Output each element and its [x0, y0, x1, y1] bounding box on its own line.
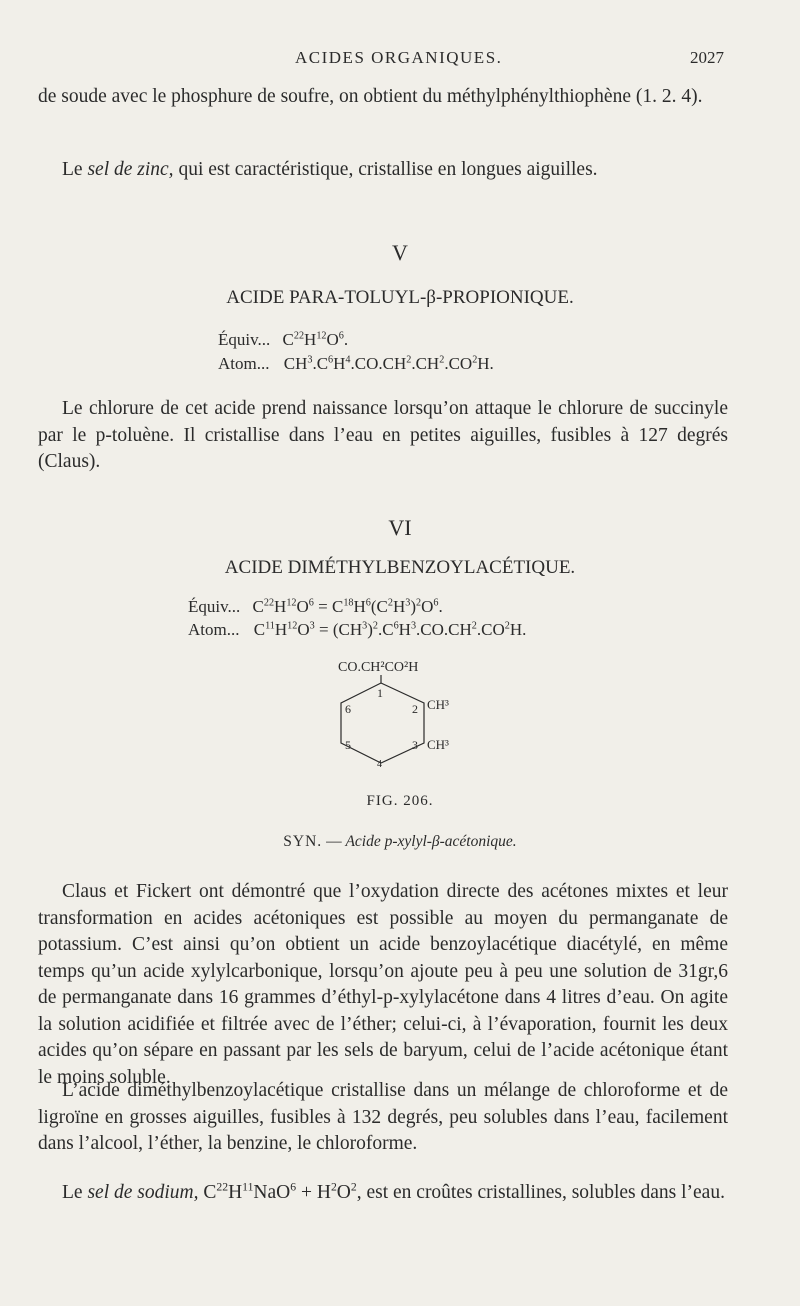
ring-position-6: 6 [345, 702, 351, 716]
section-title-vi: ACIDE DIMÉTHYLBENZOYLACÉTIQUE. [224, 557, 576, 578]
ring-position-4: 4 [377, 759, 382, 770]
ring-position-3: 3 [412, 738, 418, 752]
ring-substituent-2: CH³ [427, 697, 449, 712]
ring-position-2: 2 [412, 702, 418, 716]
section-number-v: V [392, 240, 408, 265]
paragraph-toluyl: Le chlorure de cet acide prend naissance lorsqu’on attaque le chlorure de succinyle par le p-toluène. Il cristallise dans l’eau en petites aiguilles, fusibles à 127 degrés (Claus). [38, 398, 728, 472]
formula-equiv-v: Équiv... $C^{22}H^{12}O^6$. [218, 328, 348, 352]
page-number: 2027 [690, 48, 724, 67]
benzene-ring-diagram [300, 655, 500, 785]
formula-atom-vi: Atom... $C^{11}H^{12}O^3 = (CH^3)^2.C^6H^3.CO.CH^2.CO^2H$. [188, 618, 526, 642]
paragraph-continuation: de soude avec le phosphure de soufre, on obtient du méthylphénylthiophène (1. 2. 4). [38, 86, 703, 107]
paragraph-claus-fickert: Claus et Fickert ont démontré que l’oxydation directe des acétones mixtes et leur transformation en acides acétoniques est possible au moyen du permanganate de potassium. C’est ainsi qu’on obtient un acide benzoylacétique diacétylé, en même temps qu’un acide xylylcarbonique, lorsqu’on ajoute peu à peu une solution de 31gr,6 de permanganate dans 16 grammes d’éthyl-p-xylylacétone dans 4 litres d’eau. On agite la solution acidifiée et filtrée avec de l’éther; celui-ci, à l’évaporation, fournit les deux acides qu’on sépare en passant par les sels de baryum, celui de l’acide acétonique étant le moins soluble. [38, 881, 728, 1088]
section-title-v: ACIDE PARA-TOLUYL-β-PROPIONIQUE. [226, 287, 574, 308]
formula-atom-v: Atom... $CH^3.C^6H^4.CO.CH^2.CH^2.CO^2H$. [218, 352, 494, 376]
paragraph-zinc-salt: Le sel de zinc, qui est caractéristique, cristallise en longues aiguilles. [62, 159, 598, 180]
syn-label: SYN. [283, 833, 323, 850]
ring-top-group: CO.CH²CO²H [338, 660, 419, 675]
running-title: ACIDES ORGANIQUES. [295, 48, 503, 67]
ring-substituent-3: CH³ [427, 737, 449, 752]
formula-label: Atom... [218, 354, 270, 373]
formula-label: Équiv... [218, 330, 271, 349]
figure-caption: FIG. 206. [366, 793, 434, 809]
section-number-vi: VI [388, 515, 412, 540]
formula-label: Atom... [188, 620, 240, 639]
paragraph-sodium-salt: Le sel de sodium, $C^{22}H^{11}NaO^6 + H^2O^2$, est en croûtes cristallines, solubles dans l’eau. [62, 1180, 725, 1203]
ring-position-5: 5 [345, 738, 351, 752]
formula-equiv-vi: Équiv... $C^{22}H^{12}O^6 = C^{18}H^6(C^2H^3)^2O^6$. [188, 595, 443, 619]
running-head [0, 48, 800, 72]
syn-name: Acide p-xylyl-β-acétonique. [345, 833, 517, 850]
ring-position-1: 1 [377, 686, 383, 700]
formula-label: Équiv... [188, 597, 241, 616]
synonym-line: SYN. — Acide p-xylyl-β-acétonique. [283, 833, 517, 850]
paragraph-crystallisation: L’acide diméthylbenzoylacétique cristallise dans un mélange de chloroforme et de ligroïne en grosses aiguilles, fusibles à 132 degrés, peu solubles dans l’eau, facilement dans l’alcool, l’éther, la benzine, le chloroforme. [38, 1080, 728, 1154]
